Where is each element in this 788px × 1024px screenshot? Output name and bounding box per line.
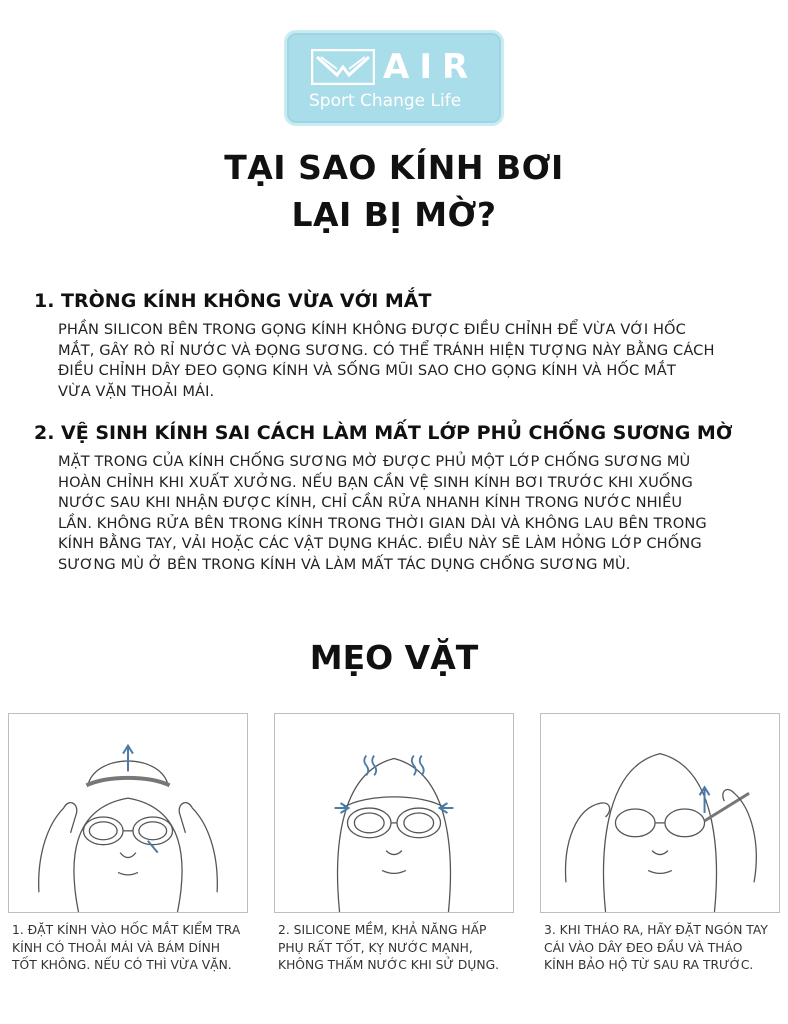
- tip-2-line: PHỤ RẤT TỐT, KỴ NƯỚC MẠNH,: [278, 940, 473, 955]
- brand-logo: [284, 30, 504, 126]
- section-2-line: NƯỚC SAU KHI NHẬN ĐƯỢC KÍNH, CHỈ CẦN RỬA NHANH KÍNH TRONG NƯỚC NHIỀU: [58, 494, 683, 512]
- wings-icon: [311, 49, 375, 85]
- tip-3-line: KÍNH BẢO HỘ TỪ SAU RA TRƯỚC.: [544, 958, 754, 972]
- brand-slogan: Sport Change Life: [309, 91, 462, 111]
- tip-2-line: 2. SILICONE MỀM, KHẢ NĂNG HẤP: [278, 923, 487, 937]
- section-2-heading: 2. VỆ SINH KÍNH SAI CÁCH LÀM MẤT LỚP PHỦ CHỐNG SƯƠNG MỜ: [34, 422, 733, 444]
- goggles-removal-illustration: [540, 713, 780, 913]
- section-2-line: MẶT TRONG CỦA KÍNH CHỐNG SƯƠNG MỜ ĐƯỢC PHỦ MỘT LỚP CHỐNG SƯƠNG MÙ: [58, 453, 691, 470]
- section-2-line: KÍNH BẰNG TAY, VẢI HOẶC CÁC VẬT DỤNG KHÁC. ĐIỀU NÀY SẼ LÀM HỎNG LỚP CHỐNG: [58, 535, 702, 553]
- section-1-line: MẮT, GÂY RÒ RỈ NƯỚC VÀ ĐỌNG SƯƠNG. CÓ THỂ TRÁNH HIỆN TƯỢNG NÀY BẰNG CÁCH: [58, 341, 715, 359]
- silicone-seal-illustration: [274, 713, 514, 913]
- tip-2-caption: [278, 922, 526, 975]
- section-1-line: ĐIỀU CHỈNH DÂY ĐEO GỌNG KÍNH VÀ SỐNG MŨI SAO CHO GỌNG KÍNH VÀ HỐC MẮT: [58, 362, 676, 380]
- brand-name: AIR: [383, 47, 479, 87]
- section-1-heading: 1. TRÒNG KÍNH KHÔNG VỪA VỚI MẮT: [34, 290, 432, 312]
- tip-3-line: 3. KHI THÁO RA, HÃY ĐẶT NGÓN TAY: [544, 923, 768, 937]
- tip-3-line: CÁI VÀO DÂY ĐEO ĐẦU VÀ THÁO: [544, 940, 743, 955]
- section-1-body: [58, 320, 758, 402]
- tip-1-line: TỐT KHÔNG. NẾU CÓ THÌ VỪA VẶN.: [12, 958, 232, 972]
- page-title-line-2: LẠI BỊ MỜ?: [291, 195, 497, 234]
- section-2-line: HOÀN CHỈNH KHI XUẤT XƯỞNG. NẾU BẠN CẦN VỆ SINH KÍNH BƠI TRƯỚC KHI XUỐNG: [58, 473, 693, 491]
- section-1-line: PHẦN SILICON BÊN TRONG GỌNG KÍNH KHÔNG ĐƯỢC ĐIỀU CHỈNH ĐỂ VỪA VỚI HỐC: [58, 321, 686, 338]
- tip-3-caption: [544, 922, 788, 975]
- section-1-line: VỪA VẶN THOẢI MÁI.: [58, 382, 215, 400]
- tip-1-caption: [12, 922, 260, 975]
- section-2-line: LẦN. KHÔNG RỬA BÊN TRONG KÍNH TRONG THỜI GIAN DÀI VÀ KHÔNG LAU BÊN TRONG: [58, 514, 707, 532]
- section-2-body: [58, 452, 758, 576]
- tip-1-line: 1. ĐẶT KÍNH VÀO HỐC MẮT KIỂM TRA: [12, 923, 241, 937]
- tip-1-line: KÍNH CÓ THOẢI MÁI VÀ BÁM DÍNH: [12, 940, 221, 955]
- tip-2-line: KHÔNG THẤM NƯỚC KHI SỬ DỤNG.: [278, 958, 500, 972]
- section-2-line: SƯƠNG MÙ Ở BÊN TRONG KÍNH VÀ LÀM MẤT TÁC DỤNG CHỐNG SƯƠNG MÙ.: [58, 555, 631, 573]
- page-title-line-1: TẠI SAO KÍNH BƠI: [224, 148, 564, 187]
- tips-title: MẸO VẶT: [309, 638, 479, 677]
- goggles-fitting-illustration: [8, 713, 248, 913]
